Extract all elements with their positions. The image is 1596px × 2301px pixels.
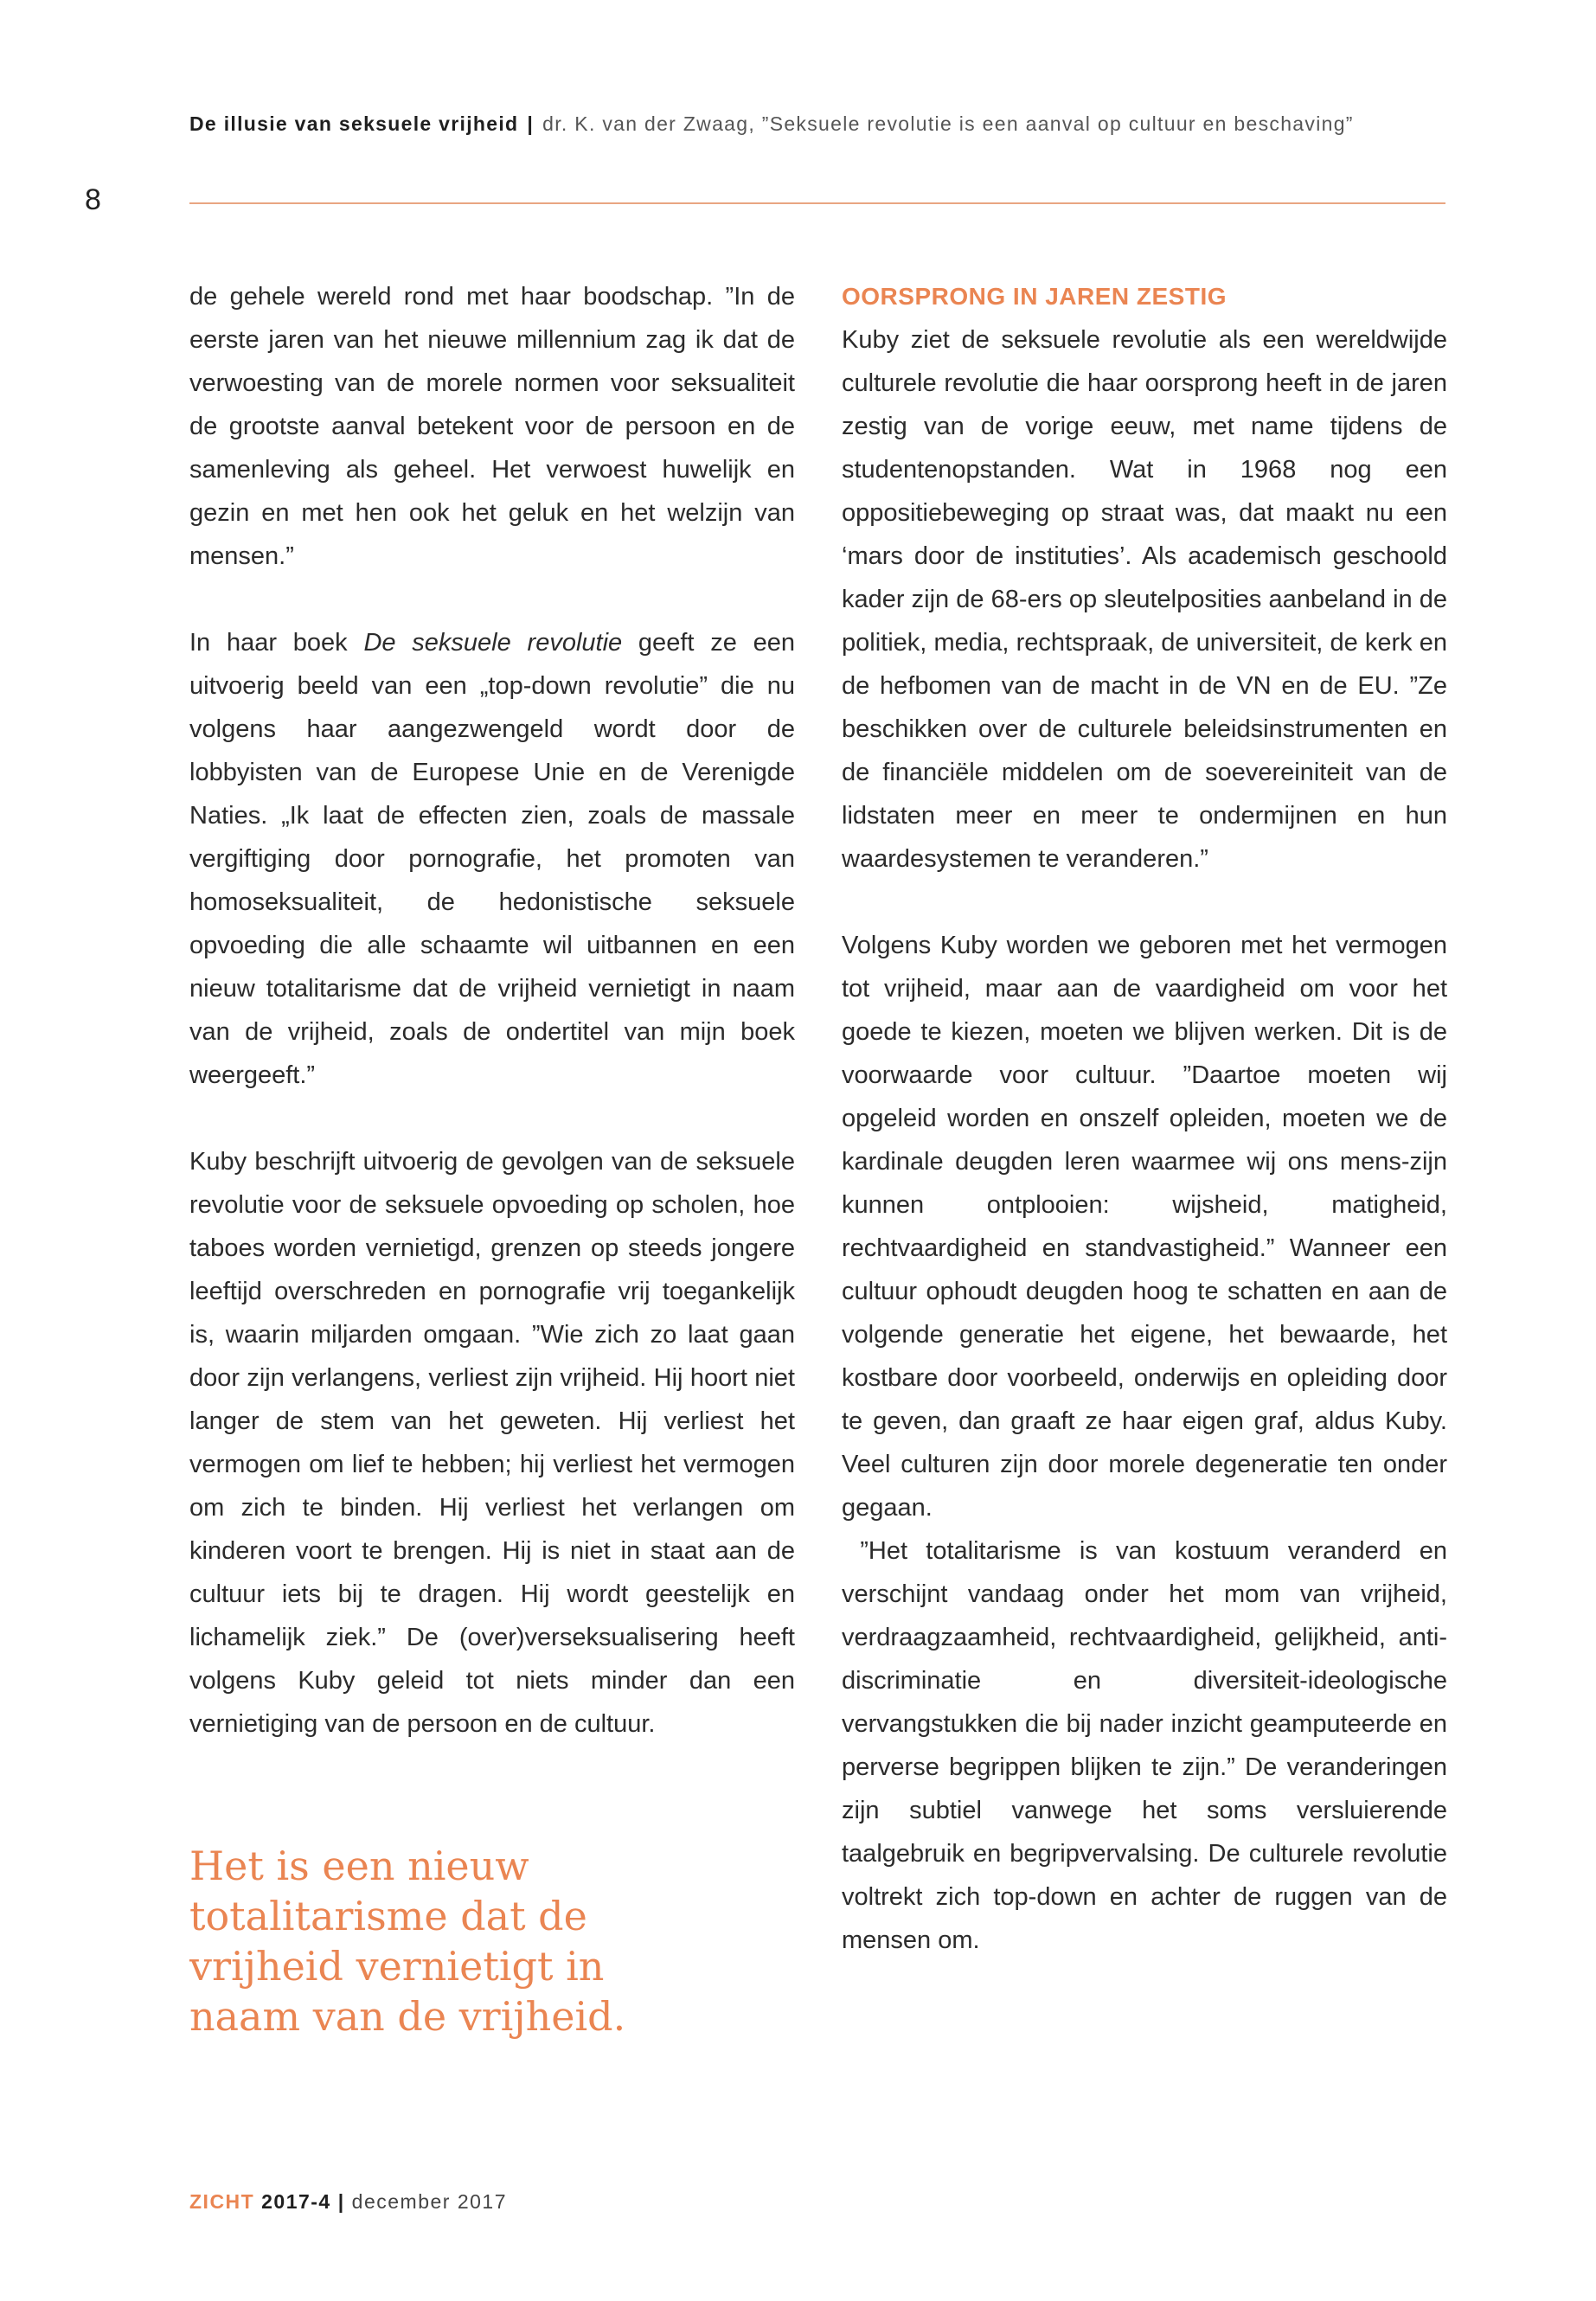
- footer-separator: |: [337, 2190, 345, 2213]
- running-head-subtitle: dr. K. van der Zwaag, ”Seksuele revolutie is een aanval op cultuur en beschaving”: [542, 112, 1354, 135]
- page-number: 8: [85, 183, 101, 216]
- left-paragraph-2-intro: In haar boek: [189, 629, 364, 657]
- running-head: [189, 112, 1452, 136]
- right-paragraph-2: Volgens Kuby worden we geboren met het vermogen tot vrijheid, maar aan de vaardigheid om voor het goede te kiezen, moeten we blijven werken. Dit is de voorwaarde voor cultuur. ”Daartoe moeten wij opgeleid worden en onszelf opleiden, moeten we de kardinale deugden leren waarmee wij ons mens-zijn kunnen ontplooien: wijsheid, matigheid, rechtvaardigheid en standvastigheid.” Wanneer een cultuur ophoudt deugden hoog te schatten en aan de volgende generatie het eigene, het bewaarde, het kostbare door voorbeeld, onderwijs en opleiding door te geven, dan graaft ze haar eigen graf, aldus Kuby. Veel culturen zijn door morele degeneratie ten onder gegaan.: [842, 932, 1447, 1522]
- footer: [189, 2190, 507, 2214]
- footer-date: december 2017: [351, 2190, 508, 2213]
- right-paragraph-1: Kuby ziet de seksuele revolutie als een wereldwijde culturele revolutie die haar oorsprong heeft in de jaren zestig van de vorige eeuw, met name tijdens de studentenopstanden. Wat in 1968 nog een oppositiebeweging op straat was, dat maakt nu een ‘mars door de instituties’. Als academisch geschoold kader zijn de 68-ers op sleutelposities aanbeland in de politiek, media, rechtspraak, de universiteit, de kerk en de hefbomen van de macht in de VN en de EU. ”Ze beschikken over de culturele beleidsinstrumenten en de financiële middelen om de soevereiniteit van de lidstaten meer en meer te ondermijnen en hun waardesystemen te veranderen.”: [842, 326, 1447, 873]
- left-paragraph-1: de gehele wereld rond met haar boodschap. ”In de eerste jaren van het nieuwe millennium zag ik dat de verwoesting van de morele normen voor seksualiteit de grootste aanval betekent voor de persoon en de samenleving als geheel. Het verwoest huwelijk en gezin en met hen ook het geluk en het welzijn van mensen.”: [189, 283, 795, 570]
- running-head-separator: |: [527, 112, 535, 135]
- left-paragraph-3: Kuby beschrijft uitvoerig de gevolgen van de seksuele revolutie voor de seksuele opvoeding op scholen, hoe taboes worden vernietigd, grenzen op steeds jongere leeftijd overschreden en pornografie vrij toegankelijk is, waarin miljarden omgaan. ”Wie zich zo laat gaan door zijn verlangens, verliest zijn vrijheid. Hij hoort niet langer de stem van het geweten. Hij verliest het vermogen om lief te hebben; hij verliest het vermogen om zich te binden. Hij verliest het verlangen om kinderen voort te brengen. Hij is niet in staat aan de cultuur iets bij te dragen. Hij wordt geestelijk en lichamelijk ziek.” De (over)verseksualisering heeft volgens Kuby geleid tot niets minder dan een vernietiging van de persoon en de cultuur.: [189, 1148, 795, 1738]
- running-head-title: De illusie van seksuele vrijheid: [189, 112, 519, 135]
- left-column: [189, 275, 795, 1746]
- book-title: De seksuele revolutie: [363, 629, 623, 657]
- left-paragraph-2: [189, 621, 795, 1097]
- footer-magazine: ZICHT: [189, 2190, 255, 2213]
- left-paragraph-2-rest: geeft ze een uitvoerig beeld van een „top-down revolutie” die nu volgens haar aangezwengeld wordt door de lobbyisten van de Europese Unie en de Verenigde Naties. „Ik laat de effecten zien, zoals de massale vergiftiging door pornografie, het promoten van homoseksualiteit, de hedonistische seksuele opvoeding die alle schaamte wil uitbannen en een nieuw totalitarisme dat de vrijheid vernietigt in naam van de vrijheid, zoals de ondertitel van mijn boek weergeeft.”: [189, 629, 795, 1089]
- right-paragraph-3: ”Het totalitarisme is van kostuum veranderd en verschijnt vandaag onder het mom van vrijheid, verdraagzaamheid, rechtvaardigheid, gelijkheid, anti-discriminatie en diversiteit-ideologische vervangstukken die bij nader inzicht geamputeerde en perverse begrippen blijken te zijn.” De veranderingen zijn subtiel vanwege het soms versluierende taalgebruik en begripvervalsing. De culturele revolutie voltrekt zich top-down en achter de ruggen van de mensen om.: [842, 1537, 1447, 1954]
- header-divider: [189, 202, 1445, 204]
- pull-quote: Het is een nieuw totalitarisme dat de vrijheid vernietigt in naam van de vrijheid.: [189, 1843, 626, 2040]
- right-column: [842, 275, 1447, 1962]
- footer-issue: 2017-4: [261, 2190, 331, 2213]
- section-heading: OORSPRONG IN JAREN ZESTIG: [842, 283, 1227, 310]
